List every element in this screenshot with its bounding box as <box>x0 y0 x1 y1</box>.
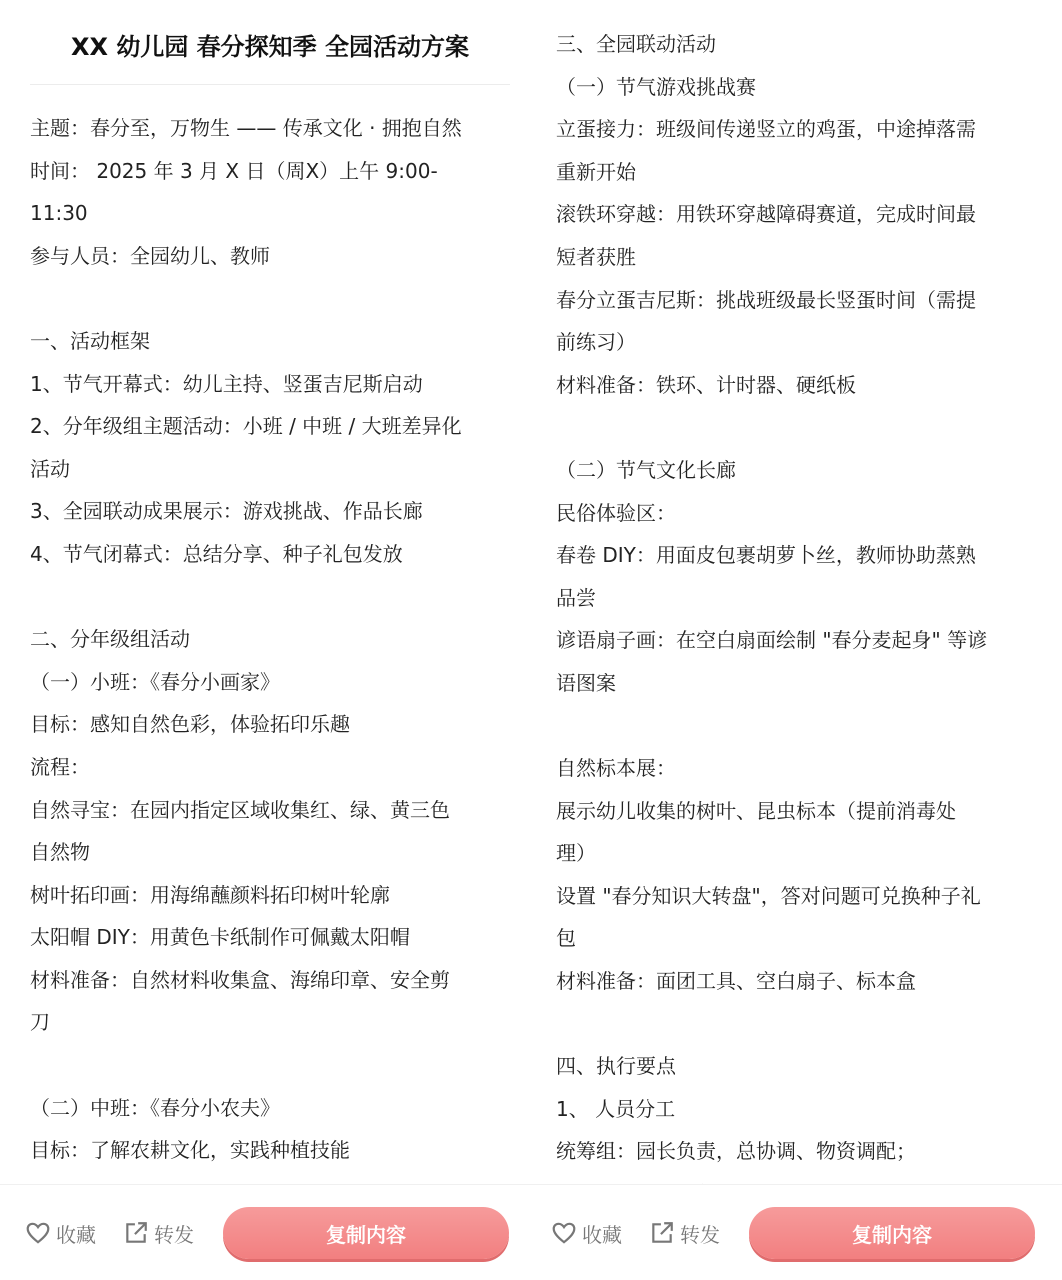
text-line: 自然寻宝：在园内指定区域收集红、绿、黄三色 <box>30 797 450 822</box>
copy-content-button[interactable]: 复制内容 <box>749 1207 1035 1259</box>
favorite-label: 收藏 <box>582 1222 622 1247</box>
share-icon <box>123 1220 149 1246</box>
right-content <box>556 23 1036 1216</box>
action-bar-left <box>0 1185 531 1280</box>
share-label: 转发 <box>680 1222 720 1247</box>
text-line: 立蛋接力：班级间传递竖立的鸡蛋，中途掉落需 <box>556 117 976 142</box>
text-line: （二）中班：《春分小农夫》 <box>30 1095 280 1120</box>
text-line: 树叶拓印画：用海绵蘸颜料拓印树叶轮廓 <box>30 882 390 907</box>
blank-line <box>30 576 510 619</box>
share-label: 转发 <box>154 1222 194 1247</box>
share-icon <box>649 1220 675 1246</box>
text-line: 春卷 DIY：用面皮包裹胡萝卜丝，教师协助蒸熟 <box>556 543 976 568</box>
text-line: 目标：感知自然色彩，体验拓印乐趣 <box>30 712 350 737</box>
text-line: 理） <box>556 841 596 866</box>
blank-line <box>556 705 1036 748</box>
text-line: （二）节气文化长廊 <box>556 457 736 482</box>
blank-line <box>556 406 1036 449</box>
text-line: 滚铁环穿越：用铁环穿越障碍赛道，完成时间最 <box>556 202 976 227</box>
text-line: 设置 "春分知识大转盘"，答对问题可兑换种子礼 <box>556 883 981 908</box>
text-line: 目标：了解农耕文化，实践种植技能 <box>30 1138 350 1163</box>
blank-line <box>30 277 510 320</box>
favorite-button[interactable] <box>25 1218 96 1248</box>
page-title: XX 幼儿园 春分探知季 全园活动方案 <box>70 33 470 61</box>
text-line: 三、全园联动活动 <box>556 32 716 56</box>
text-line: 材料准备：面团工具、空白扇子、标本盒 <box>556 969 916 994</box>
text-line: 展示幼儿收集的树叶、昆虫标本（提前消毒处 <box>556 798 956 823</box>
text-line: 11:30 <box>30 201 88 226</box>
text-line: 统筹组：园长负责，总协调、物资调配； <box>556 1139 916 1164</box>
text-line: 语图案 <box>556 670 616 695</box>
text-line: 太阳帽 DIY：用黄色卡纸制作可佩戴太阳帽 <box>30 925 410 950</box>
text-line: 前练习） <box>556 330 636 355</box>
copy-content-button[interactable]: 复制内容 <box>223 1207 509 1259</box>
text-line: 自然标本展： <box>556 756 676 781</box>
text-line: 一、活动框架 <box>30 328 150 353</box>
text-line: 1、 人员分工 <box>556 1096 676 1121</box>
right-column <box>556 0 1036 1184</box>
text-line: 2、分年级组主题活动：小班 / 中班 / 大班差异化 <box>30 414 462 439</box>
text-line: 参与人员：全园幼儿、教师 <box>30 243 270 268</box>
title-divider <box>30 84 510 85</box>
text-line: 活动 <box>30 456 70 481</box>
text-line: 1、节气开幕式：幼儿主持、竖蛋吉尼斯启动 <box>30 371 423 396</box>
text-line: 材料准备：铁环、计时器、硬纸板 <box>556 372 856 397</box>
text-line: 3、全园联动成果展示：游戏挑战、作品长廊 <box>30 499 423 524</box>
share-button[interactable] <box>123 1218 194 1248</box>
left-column <box>30 0 510 1184</box>
text-line: 短者获胜 <box>556 244 636 269</box>
favorite-label: 收藏 <box>56 1222 96 1247</box>
text-line: 重新开始 <box>556 159 636 184</box>
text-line: 4、节气闭幕式：总结分享、种子礼包发放 <box>30 541 403 566</box>
text-line: （一）节气游戏挑战赛 <box>556 74 756 99</box>
bottom-action-bar <box>0 1184 1062 1280</box>
text-line: 流程： <box>30 754 90 779</box>
text-line: 四、执行要点 <box>556 1054 676 1079</box>
action-bar-right <box>526 1185 1057 1280</box>
text-line: 主题：春分至，万物生 —— 传承文化 · 拥抱自然 <box>30 116 462 140</box>
text-line: 包 <box>556 926 576 951</box>
left-content <box>30 107 510 1172</box>
text-line: 二、分年级组活动 <box>30 627 190 652</box>
text-line: 谚语扇子画：在空白扇面绘制 "春分麦起身" 等谚 <box>556 628 988 653</box>
heart-icon <box>551 1220 577 1246</box>
text-line: 春分立蛋吉尼斯：挑战班级最长竖蛋时间（需提 <box>556 287 976 312</box>
text-line: 自然物 <box>30 840 90 865</box>
text-line: 材料准备：自然材料收集盒、海绵印章、安全剪 <box>30 967 450 992</box>
text-line: （一）小班：《春分小画家》 <box>30 669 280 694</box>
text-line: 时间： 2025 年 3 月 X 日（周X）上午 9:00- <box>30 158 438 183</box>
heart-icon <box>25 1220 51 1246</box>
favorite-button[interactable] <box>551 1218 622 1248</box>
blank-line <box>556 1003 1036 1046</box>
text-line: 品尝 <box>556 585 596 610</box>
share-button[interactable] <box>649 1218 720 1248</box>
text-line: 民俗体验区： <box>556 500 676 525</box>
text-line: 刀 <box>30 1010 50 1035</box>
blank-line <box>30 1044 510 1087</box>
